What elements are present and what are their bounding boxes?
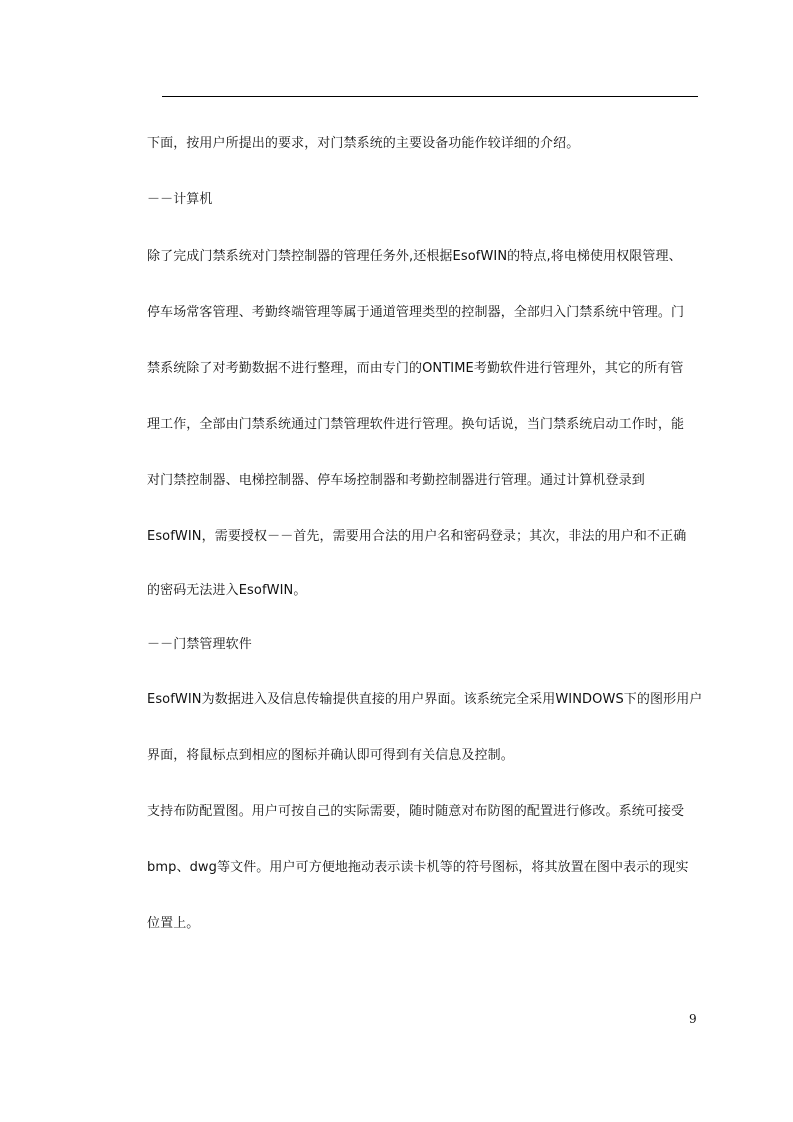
paragraph-line: 停车场常客管理、考勤终端管理等属于通道管理类型的控制器，全部归入门禁系统中管理。门	[147, 305, 685, 320]
paragraph-line: bmp、dwg等文件。用户可方便地拖动表示读卡机等的符号图标，将其放置在图中表示的现实	[147, 860, 689, 875]
paragraph-line: 禁系统除了对考勤数据不进行整理，而由专门的ONTIME考勤软件进行管理外，其它的所有管	[147, 361, 684, 376]
paragraph-line: EsofWIN为数据进入及信息传输提供直接的用户界面。该系统完全采用WINDOWS下的图形用户	[147, 692, 703, 707]
paragraph-line: 对门禁控制器、电梯控制器、停车场控制器和考勤控制器进行管理。通过计算机登录到	[147, 473, 645, 488]
page-number: 9	[689, 1012, 697, 1026]
paragraph-line: 界面，将鼠标点到相应的图标并确认即可得到有关信息及控制。	[147, 748, 514, 763]
paragraph-line: 位置上。	[147, 916, 200, 931]
section-heading-access-software: －－门禁管理软件	[147, 637, 252, 652]
paragraph-line: 下面，按用户所提出的要求，对门禁系统的主要设备功能作较详细的介绍。	[147, 136, 580, 151]
section-heading-computer: －－计算机	[147, 192, 213, 207]
header-rule	[162, 96, 698, 97]
paragraph-line: EsofWIN，需要授权－－首先，需要用合法的用户名和密码登录；其次，非法的用户和不正确	[147, 529, 687, 544]
paragraph-line: 除了完成门禁系统对门禁控制器的管理任务外,还根据EsofWIN的特点,将电梯使用权限管理、	[147, 249, 682, 264]
paragraph-line: 支持布防配置图。用户可按自己的实际需要，随时随意对布防图的配置进行修改。系统可接受	[147, 804, 685, 819]
paragraph-line: 理工作，全部由门禁系统通过门禁管理软件进行管理。换句话说，当门禁系统启动工作时，能	[147, 417, 685, 432]
paragraph-line: 的密码无法进入EsofWIN。	[147, 583, 307, 598]
